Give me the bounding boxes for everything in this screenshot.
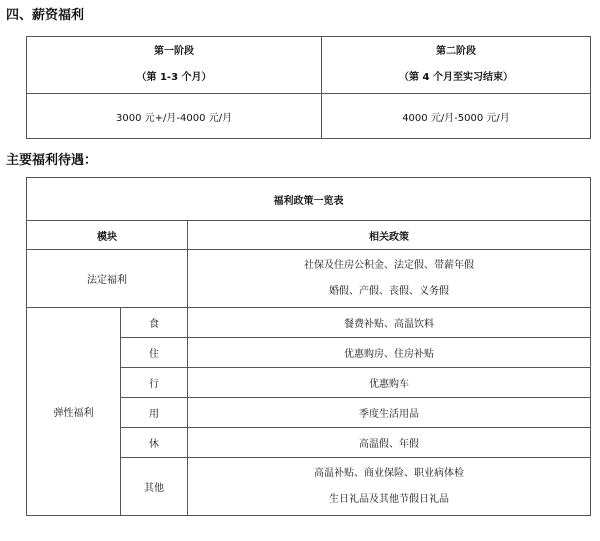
column-header-module: 模块 bbox=[27, 221, 188, 250]
legal-policy-line: 婚假、产假、丧假、义务假 bbox=[329, 285, 450, 297]
other-policy-line: 高温补贴、商业保险、职业病体检 bbox=[314, 467, 465, 479]
flex-sub-category: 食 bbox=[121, 308, 188, 338]
flex-policy: 餐费补贴、高温饮料 bbox=[188, 308, 591, 338]
stage1-title: 第一阶段 bbox=[154, 46, 194, 57]
stage2-header bbox=[322, 37, 591, 94]
other-policy bbox=[188, 458, 591, 516]
stage1-header bbox=[27, 37, 322, 94]
legal-benefits-label: 法定福利 bbox=[27, 250, 188, 308]
stage2-period: （第 4 个月至实习结束） bbox=[399, 72, 513, 83]
flex-policy: 高温假、年假 bbox=[188, 428, 591, 458]
flex-sub-category: 住 bbox=[121, 338, 188, 368]
stage1-period: （第 1-3 个月） bbox=[136, 72, 212, 83]
section-title: 四、薪资福利 bbox=[6, 8, 85, 23]
flex-policy: 季度生活用品 bbox=[188, 398, 591, 428]
flex-policy: 优惠购车 bbox=[188, 368, 591, 398]
stage2-title: 第二阶段 bbox=[436, 46, 476, 57]
other-policy-line: 生日礼品及其他节假日礼品 bbox=[329, 493, 450, 505]
flex-sub-category: 休 bbox=[121, 428, 188, 458]
flexible-benefits-label: 弹性福利 bbox=[27, 308, 121, 516]
benefits-table bbox=[26, 177, 591, 516]
legal-benefits-policy bbox=[188, 250, 591, 308]
column-header-policy: 相关政策 bbox=[188, 221, 591, 250]
flex-sub-category: 用 bbox=[121, 398, 188, 428]
flex-sub-category: 行 bbox=[121, 368, 188, 398]
flex-policy: 优惠购房、住房补贴 bbox=[188, 338, 591, 368]
flex-sub-category-other: 其他 bbox=[121, 458, 188, 516]
stage2-pay: 4000 元/月-5000 元/月 bbox=[322, 94, 591, 139]
stage1-pay: 3000 元+/月-4000 元/月 bbox=[27, 94, 322, 139]
legal-policy-line: 社保及住房公积金、法定假、带薪年假 bbox=[304, 259, 475, 271]
salary-table bbox=[26, 36, 591, 139]
benefits-title: 主要福利待遇： bbox=[6, 153, 98, 168]
table-caption: 福利政策一览表 bbox=[27, 178, 591, 221]
